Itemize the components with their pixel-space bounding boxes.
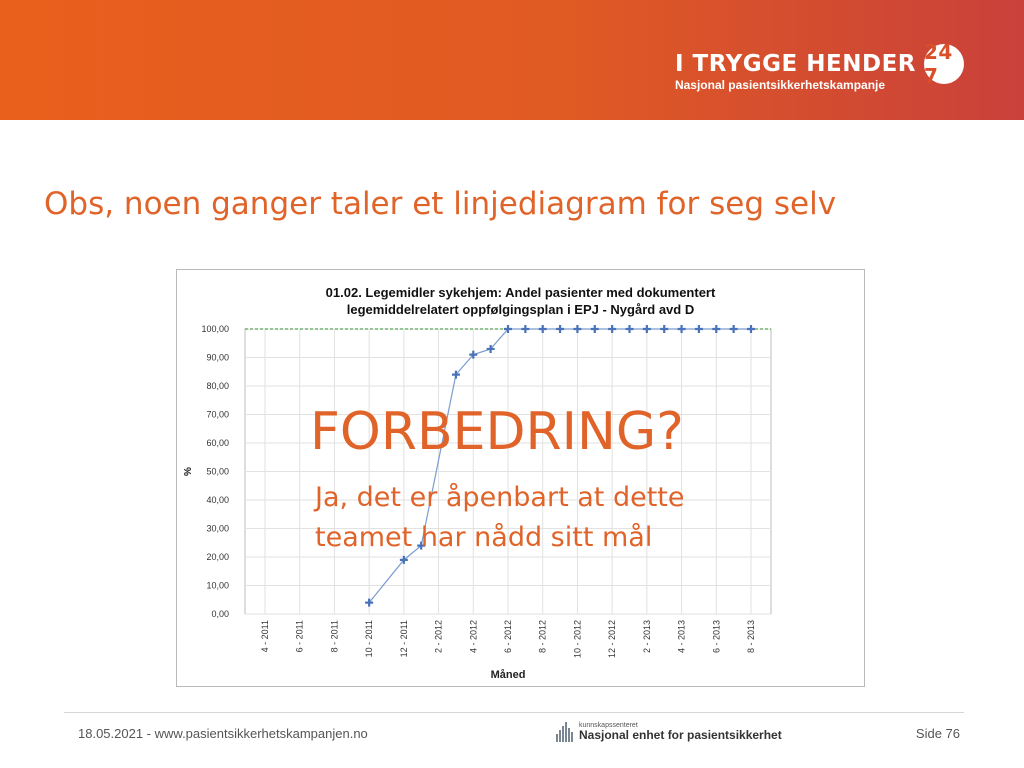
y-tick-label: 60,00: [206, 438, 229, 448]
overlay-heading: FORBEDRING?: [310, 402, 684, 462]
x-tick-label: 8 - 2013: [746, 620, 756, 654]
x-tick-label: 6 - 2013: [711, 620, 722, 654]
logo-big-text: Nasjonal enhet for pasientsikkerhet: [579, 728, 782, 742]
y-tick-label: 100,00: [201, 324, 229, 334]
y-tick-label: 80,00: [206, 381, 229, 391]
footer-date-url: 18.05.2021 - www.pasientsikkerhetskampanjen.no: [78, 726, 368, 741]
y-tick-label: 10,00: [206, 580, 229, 591]
chart-title-line2: legemiddelrelatert oppfølgingsplan i EPJ - Nygård avd D: [346, 302, 695, 317]
brand-name: I TRYGGE HENDER: [674, 51, 916, 77]
x-tick-label: 12 - 2011: [398, 620, 409, 658]
x-tick-label: 8 - 2012: [537, 620, 548, 654]
slide-title: Obs, noen ganger taler et linjediagram for seg selv: [44, 186, 837, 222]
y-axis-label: %: [183, 467, 194, 476]
x-tick-label: 4 - 2011: [260, 620, 270, 653]
logo-small-text: kunnskapssenteret: [579, 722, 638, 729]
x-tick-label: 4 - 2013: [676, 620, 687, 654]
bars-icon: [556, 722, 573, 742]
y-tick-label: 0,00: [211, 609, 229, 619]
header-banner: [0, 0, 1024, 120]
overlay-line-1: Ja, det er åpenbart at dette: [315, 482, 685, 513]
chart-title: [177, 284, 864, 318]
x-tick-label: 10 - 2012: [572, 620, 583, 659]
brand-subtitle: Nasjonal pasientsikkerhetskampanje: [674, 78, 886, 92]
x-tick-label: 10 - 2011: [364, 620, 375, 658]
x-tick-label: 4 - 2012: [468, 620, 479, 654]
x-axis-label: Måned: [490, 669, 526, 681]
y-tick-label: 70,00: [206, 409, 229, 420]
chart-title-line1: 01.02. Legemidler sykehjem: Andel pasienter med dokumentert: [325, 285, 716, 300]
y-tick-label: 90,00: [206, 352, 229, 363]
x-tick-label: 2 - 2013: [641, 620, 652, 654]
footer-logo: [556, 722, 782, 742]
overlay-line-2: teamet har nådd sitt mål: [315, 522, 653, 553]
page-number: Side 76: [915, 726, 960, 741]
x-tick-label: 8 - 2011: [329, 620, 340, 653]
x-tick-label: 12 - 2012: [607, 620, 618, 659]
y-tick-label: 30,00: [206, 523, 229, 534]
y-tick-label: 20,00: [206, 552, 229, 562]
overlay-subtext: [315, 478, 685, 558]
x-tick-label: 2 - 2012: [433, 620, 444, 654]
x-tick-label: 6 - 2012: [503, 620, 513, 654]
brand-247-badge: 24 7: [924, 44, 964, 84]
footer-divider: [64, 712, 964, 713]
x-tick-label: 6 - 2011: [294, 620, 305, 653]
y-tick-label: 50,00: [206, 466, 229, 477]
y-tick-label: 40,00: [206, 495, 229, 505]
brand-logo: [674, 40, 964, 92]
